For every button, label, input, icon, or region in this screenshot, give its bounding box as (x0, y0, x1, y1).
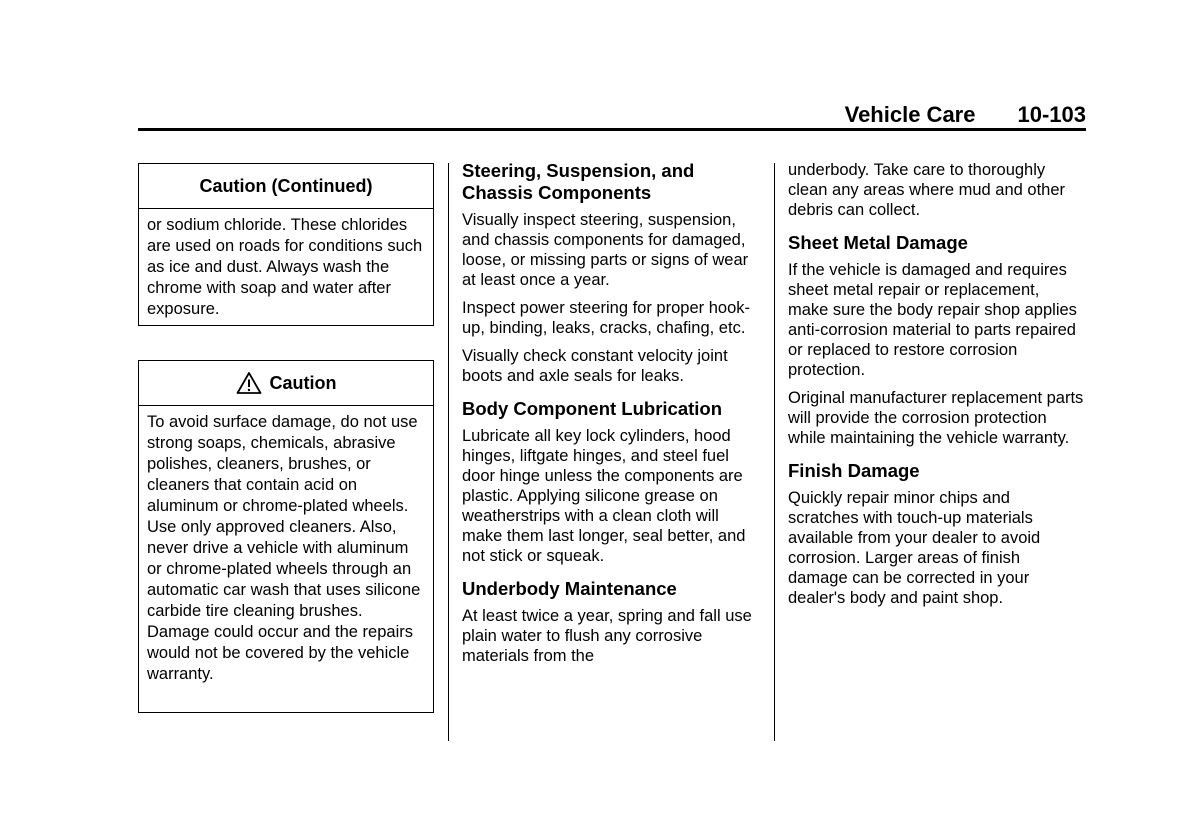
caution-continued-box (138, 163, 434, 326)
lubrication-paragraph-1: Lubricate all key lock cylinders, hood hinges, liftgate hinges, and steel fuel door hinge unless the components are plastic. Applying silicone grease on weatherstrips with a clean cloth will make them last longer, seal better, and not stick or squeak. (462, 427, 746, 565)
caution-header (139, 361, 433, 406)
underbody-continued-text: underbody. Take care to thoroughly clean any areas where mud and other debris can collect. (788, 161, 1066, 219)
heading-sheet-metal: Sheet Metal Damage (788, 232, 968, 253)
column-1 (138, 160, 434, 713)
heading-finish: Finish Damage (788, 460, 920, 481)
caution-title: Caution (269, 372, 337, 393)
steering-paragraph-2: Inspect power steering for proper hook-up, binding, leaks, cracks, chafing, etc. (462, 299, 750, 337)
heading-steering: Steering, Suspension, and Chassis Components (462, 160, 695, 203)
caution-continued-text: or sodium chloride. These chlorides are used on roads for conditions such as ice and dust. Always wash the chrome with soap and water after exposure. (147, 216, 423, 318)
underbody-paragraph-1: At least twice a year, spring and fall use plain water to flush any corrosive materials from the (462, 607, 752, 665)
column-divider-2 (774, 163, 775, 741)
page-header (138, 100, 1086, 128)
caution-continued-title: Caution (Continued) (139, 164, 433, 209)
column-divider-1 (448, 163, 449, 741)
header-rule (138, 128, 1086, 131)
column-3 (788, 160, 1084, 616)
sheet-metal-paragraph-1: If the vehicle is damaged and requires sheet metal repair or replacement, make sure the body repair shop applies anti-corrosion material to parts repaired or replaced to restore corrosion protection. (788, 261, 1077, 379)
column-2 (462, 160, 762, 674)
steering-paragraph-1: Visually inspect steering, suspension, and chassis components for damaged, loose, or missing parts or signs of wear at least once a year. (462, 211, 749, 289)
warning-triangle-icon (236, 371, 262, 395)
steering-paragraph-3: Visually check constant velocity joint boots and axle seals for leaks. (462, 347, 728, 385)
heading-lubrication: Body Component Lubrication (462, 398, 723, 419)
page-number: 10-103 (1017, 102, 1086, 127)
heading-underbody: Underbody Maintenance (462, 578, 677, 599)
section-title: Vehicle Care (844, 102, 976, 127)
caution-text: To avoid surface damage, do not use strong soaps, chemicals, abrasive polishes, cleaners, brushes, or cleaners that contain acid on aluminum or chrome-plated wheels. Use only approved cleaners. Also, never drive a vehicle with aluminum or chrome-plated wheels through an automatic car wash that uses silicone carbide tire cleaning brushes. Damage could occur and the repairs would not be covered by the vehicle warranty. (147, 413, 421, 683)
caution-box (138, 360, 434, 713)
sheet-metal-paragraph-2: Original manufacturer replacement parts will provide the corrosion protection while maintaining the vehicle warranty. (788, 389, 1084, 447)
finish-paragraph-1: Quickly repair minor chips and scratches with touch-up materials available from your dealer to avoid corrosion. Larger areas of finish damage can be corrected in your dealer's body and paint shop. (788, 489, 1041, 607)
